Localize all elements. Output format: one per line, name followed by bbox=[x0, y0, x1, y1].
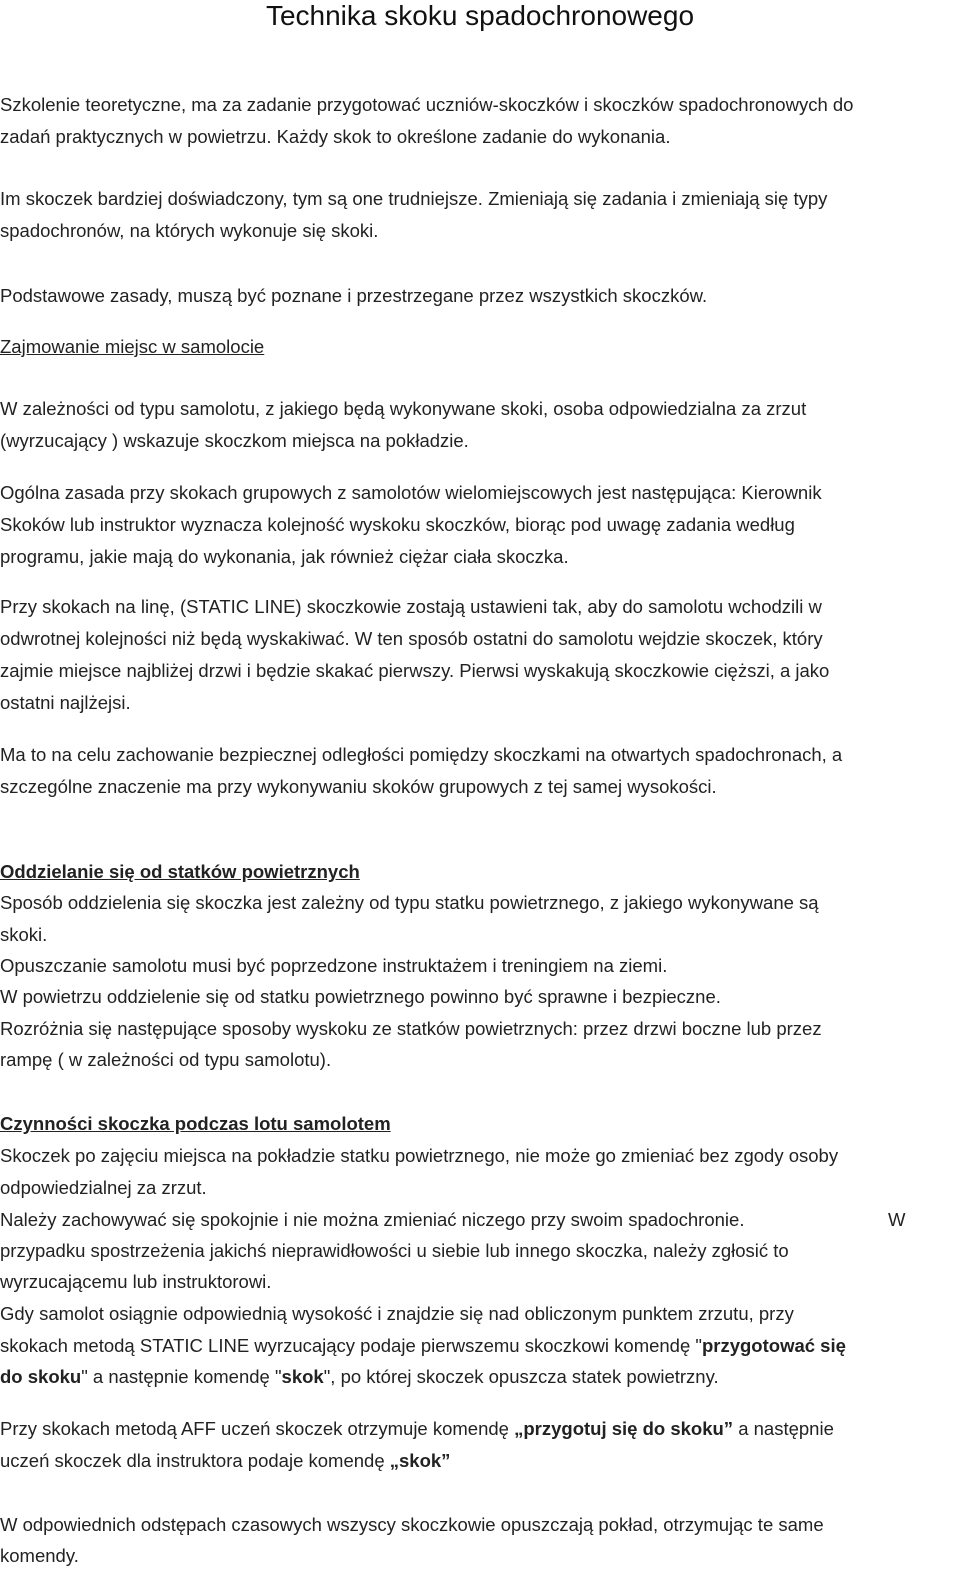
text-line: Ma to na celu zachowanie bezpiecznej odległości pomiędzy skoczkami na otwartych spadochronach, a bbox=[0, 744, 843, 765]
text-span: " a następnie komendę " bbox=[81, 1366, 282, 1387]
text-line: programu, jakie mają do wykonania, jak również ciężar ciała skoczka. bbox=[0, 546, 569, 567]
text-line: odpowiedzialnej za zrzut. bbox=[0, 1177, 207, 1198]
text-line: Ogólna zasada przy skokach grupowych z samolotów wielomiejscowych jest następująca: Kierownik bbox=[0, 482, 822, 503]
text-span: Przy skokach metodą AFF uczeń skoczek otrzymuje komendę bbox=[0, 1418, 515, 1439]
text-line: skoki. bbox=[0, 924, 48, 945]
text-line: W zależności od typu samolotu, z jakiego będą wykonywane skoki, osoba odpowiedzialna za zrzut bbox=[0, 398, 807, 419]
text-line: Skoczek po zajęciu miejsca na pokładzie statku powietrznego, nie może go zmieniać bez zgody osoby bbox=[0, 1145, 839, 1166]
text-line: komendy. bbox=[0, 1545, 79, 1566]
text-line bbox=[0, 1418, 834, 1440]
section-heading: Zajmowanie miejsc w samolocie bbox=[0, 336, 265, 357]
text-line: szczególne znaczenie ma przy wykonywaniu skoków grupowych z tej samej wysokości. bbox=[0, 776, 717, 797]
text-line: Opuszczanie samolotu musi być poprzedzone instruktażem i treningiem na ziemi. bbox=[0, 955, 668, 976]
text-line: zajmie miejsce najbliżej drzwi i będzie skakać pierwszy. Pierwsi wyskakują skoczkowie cięższi, a jako bbox=[0, 660, 830, 681]
text-line: Sposób oddzielenia się skoczka jest zależny od typu statku powietrznego, z jakiego wykonywane są bbox=[0, 892, 819, 913]
text-span: ", po której skoczek opuszcza statek powietrzny. bbox=[323, 1366, 719, 1387]
text-line: Szkolenie teoretyczne, ma za zadanie przygotować uczniów-skoczków i skoczków spadochronowych do bbox=[0, 94, 854, 115]
text-line: przypadku spostrzeżenia jakichś nieprawidłowości u siebie lub innego skoczka, należy zgłosić to bbox=[0, 1240, 789, 1261]
bold-command: skok bbox=[281, 1366, 324, 1387]
document-title: Technika skoku spadochronowego bbox=[265, 0, 695, 31]
text-line: W powietrzu oddzielenie się od statku powietrznego powinno być sprawne i bezpieczne. bbox=[0, 986, 721, 1007]
text-line: Należy zachowywać się spokojnie i nie można zmieniać niczego przy swoim spadochronie. bbox=[0, 1209, 745, 1230]
text-line: Skoków lub instruktor wyznacza kolejność wyskoku skoczków, biorąc pod uwagę zadania według bbox=[0, 514, 795, 535]
text-line: Rozróżnia się następujące sposoby wyskoku ze statków powietrznych: przez drzwi boczne lub przez bbox=[0, 1018, 822, 1039]
text-line bbox=[0, 1450, 450, 1472]
section-heading: Oddzielanie się od statków powietrznych bbox=[0, 861, 360, 882]
text-line: Podstawowe zasady, muszą być poznane i przestrzegane przez wszystkich skoczków. bbox=[0, 285, 708, 306]
text-span: uczeń skoczek dla instruktora podaje komendę bbox=[0, 1450, 390, 1471]
text-line: odwrotnej kolejności niż będą wyskakiwać. W ten sposób ostatni do samolotu wejdzie skoczek, który bbox=[0, 628, 823, 649]
bold-command: „przygotuj się do skoku” bbox=[514, 1418, 734, 1439]
text-line: ostatni najlżejsi. bbox=[0, 692, 131, 713]
text-line: (wyrzucający ) wskazuje skoczkom miejsca na pokładzie. bbox=[0, 430, 469, 451]
bold-command: „skok” bbox=[389, 1450, 451, 1471]
text-line: W odpowiednich odstępach czasowych wszyscy skoczkowie opuszczają pokład, otrzymując te same bbox=[0, 1514, 824, 1535]
text-line: Gdy samolot osiągnie odpowiednią wysokość i znajdzie się nad obliczonym punktem zrzutu, przy bbox=[0, 1303, 794, 1324]
text-span: skokach metodą STATIC LINE wyrzucający podaje pierwszemu skoczkowi komendę " bbox=[0, 1335, 702, 1356]
text-line bbox=[0, 1366, 719, 1388]
text-span: a następnie bbox=[733, 1418, 834, 1439]
bold-command: do skoku bbox=[0, 1366, 82, 1387]
text-line: wyrzucającemu lub instruktorowi. bbox=[0, 1271, 272, 1292]
text-line: Przy skokach na linę, (STATIC LINE) skoczkowie zostają ustawieni tak, aby do samolotu wchodzili w bbox=[0, 596, 822, 617]
text-line bbox=[0, 1335, 846, 1357]
bold-command: przygotować się bbox=[701, 1335, 846, 1356]
text-line: Im skoczek bardziej doświadczony, tym są one trudniejsze. Zmieniają się zadania i zmieniają się typy bbox=[0, 188, 828, 209]
text-line: spadochronów, na których wykonuje się skoki. bbox=[0, 220, 379, 241]
text-line: rampę ( w zależności od typu samolotu). bbox=[0, 1049, 332, 1070]
section-heading: Czynności skoczka podczas lotu samolotem bbox=[0, 1113, 391, 1134]
text-line: zadań praktycznych w powietrzu. Każdy skok to określone zadanie do wykonania. bbox=[0, 126, 671, 147]
text-line: W bbox=[888, 1209, 906, 1230]
